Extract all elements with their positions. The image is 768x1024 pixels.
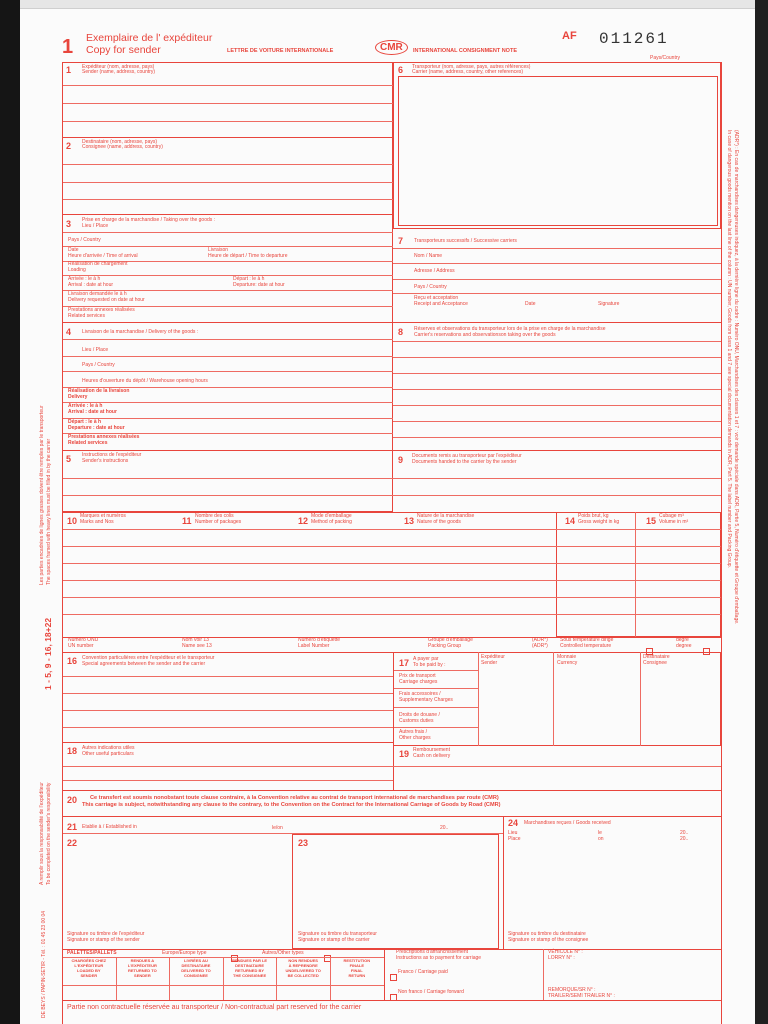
sender-label-en: Sender (name, address, country) [82, 69, 156, 75]
col-currency-fr: Monnaie [557, 654, 577, 660]
delivery-requested-en: Delivery requested on date at hour [68, 297, 145, 303]
volume-label-fr: Cubage m³ [659, 513, 684, 519]
sender-instructions-fr: Instructions de l'expéditeur [82, 452, 142, 458]
carrier-label-en: Carrier (name, address, country, other references) [412, 69, 524, 75]
volume-label-en: Volume in m³ [659, 519, 689, 525]
cmr-logo: CMR [375, 40, 408, 55]
charges-row-2-en: Supplementary Charges [399, 697, 453, 703]
background-strip [755, 0, 768, 1024]
delivery-arrival-fr: Arrivée : le à h [68, 403, 103, 409]
carriage-paid-label: Franco / Carriage paid [398, 969, 448, 975]
successive-carriers-label: Transporteurs successifs / Successive carriers [414, 238, 517, 244]
cmr-clause-en: This carriage is subject, notwithstanding any clause to the contrary, to the Convention on the Contract for the International Carriage of Goods by Road (CMR) [82, 802, 501, 808]
lorry-number-fr: VÉHICULE N° : [548, 949, 583, 955]
related-services-en: Related services [68, 313, 105, 319]
delivery-requested-fr: Livraison demandée le à h [68, 291, 127, 297]
margin-heavy-lines-en: The spaces framed with heavy lines must be filled in by the carrier [46, 438, 52, 585]
sender-label-fr: Expéditeur (nom, adresse, pays) [82, 64, 155, 70]
taking-over-label: Prise en charge de la marchandise / Taking over the goods : [82, 217, 216, 223]
established-in-label: Etablie à / Established in [82, 824, 137, 830]
received-le: le [598, 830, 602, 836]
box-22-number: 22 [67, 838, 78, 848]
box-6-number: 6 [398, 65, 404, 75]
delivery-realisation-en: Delivery [68, 394, 88, 400]
label-number-en: Label Number [298, 643, 330, 649]
payment-instructions-en: Instructions as to payment for carriage [396, 955, 482, 961]
charges-row-4-fr: Autres frais / [399, 729, 428, 735]
country-code-label: Pays/Country [650, 55, 681, 61]
packing-label-fr: Mode d'emballage [311, 513, 352, 519]
label-number-fr: Numéro d'étiquette [298, 637, 341, 643]
charges-row-2-fr: Frais accessoires / [399, 691, 441, 697]
arrival-time-label: Heure d'arrivée / Time of arrival [68, 253, 138, 259]
taking-over-place: Lieu / Place [82, 223, 109, 229]
col-consignee-fr: Destinataire [643, 654, 670, 660]
sender-signature-en: Signature or stamp of the sender [67, 937, 140, 943]
col-consignee-en: Consignee [643, 660, 667, 666]
special-agreements-fr: Convention particulières entre l'expéditeur et le transporteur [82, 655, 215, 661]
pallet-column-line: RENDUES PAR LE [232, 958, 268, 963]
pallet-column-line: RESTITUTION [343, 958, 371, 963]
pallet-column-line: LOADED BY [77, 968, 101, 973]
pallets-euro: Europe/Europe type [162, 950, 207, 956]
related-services-fr: Prestations annexes réalisées [68, 307, 135, 313]
established-year: 20.. [440, 825, 449, 831]
carrier-label-fr: Transporteur (nom, adresse, pays, autres références) [412, 64, 531, 70]
pallet-column-line: À REPRENDRE [288, 963, 318, 968]
box-17-number: 17 [399, 658, 410, 668]
col-sender-en: Sender [481, 660, 498, 666]
box-5-number: 5 [66, 454, 72, 464]
pallet-column [276, 958, 330, 978]
pallet-column [62, 958, 116, 978]
pallet-column-line: LIVRÉES AU [184, 958, 208, 963]
cash-on-delivery-en: Cash on delivery [413, 753, 451, 759]
box-20-number: 20 [67, 795, 78, 805]
margin-responsibility-en: To be completed on the sender's responsibility [46, 782, 52, 885]
successive-address: Adresse / Address [414, 268, 455, 274]
pallet-column-line: FINAL [350, 968, 363, 973]
packing-group-fr: Groupe d'emballage [428, 637, 473, 643]
carrier-signature-fr: Signature ou timbre du transporteur [298, 931, 377, 937]
weight-label-en: Gross weight in kg [578, 519, 620, 525]
title-en: INTERNATIONAL CONSIGNMENT NOTE [413, 48, 517, 54]
box-9-number: 9 [398, 455, 404, 465]
to-be-paid-fr: A payer par [413, 656, 439, 662]
un-number-fr: Numéro ONU [68, 637, 99, 643]
delivery-realisation-fr: Réalisation de la livraison [68, 388, 130, 394]
pallet-column-line: BE COLLECTED [287, 973, 319, 978]
delivery-services-en: Related services [68, 440, 108, 446]
box-21-number: 21 [67, 822, 78, 832]
pallet-column-line: DESTINATAIRE [181, 963, 211, 968]
lorry-number-en: LORRY N° : [548, 955, 575, 961]
marks-label-en: Marks and Nos [80, 519, 114, 525]
pallet-column-line: RETURNED BY [235, 968, 265, 973]
charges-row-1-en: Carriage charges [399, 679, 438, 685]
copy-number: 1 [62, 36, 74, 58]
pallet-column-line: L'EXPÉDITEUR [74, 963, 104, 968]
box-7-number: 7 [398, 236, 404, 246]
consignee-signature-en: Signature or stamp of the consignee [508, 937, 589, 943]
serial-number: 011261 [599, 30, 669, 48]
un-number-en: UN number [68, 643, 94, 649]
box-19-number: 19 [399, 749, 410, 759]
pallet-column-line: NON RENDUES [288, 958, 318, 963]
reservations-label-en: Carrier's reservations and observationson taking over the goods [414, 332, 556, 338]
sender-instructions-en: Sender's instructions [82, 458, 129, 464]
documents-label-en: Documents handed to the carrier by the sender [412, 459, 517, 465]
useful-particulars-en: Other useful particulars [82, 751, 134, 757]
nature-label-en: Nature of the goods [417, 519, 461, 525]
departure-time-label: Heure de départ / Time to departure [208, 253, 288, 259]
pallets-other: Autres/Other types [262, 950, 304, 956]
margin-printer-info: DE BEYS / PAPIN-SETIR - Tél. : 01 45 23 00 04 [41, 910, 47, 1018]
delivery-arrival-en: Arrival : date at hour [68, 409, 117, 415]
payment-instructions-fr: Prescriptions d'affranchissement [396, 949, 469, 955]
to-be-paid-en: To be paid by : [413, 662, 446, 668]
box-3-number: 3 [66, 219, 72, 229]
box-13-number: 13 [404, 516, 415, 526]
delivery-country: Pays / Country [82, 362, 115, 368]
pallet-column-line: RETURN [348, 973, 366, 978]
degree-fr: degré [676, 637, 689, 643]
documents-label-fr: Documents remis au transporteur par l'expéditeur [412, 453, 522, 459]
received-lieu: Lieu [508, 830, 518, 836]
special-agreements-en: Special agreements between the sender and the carrier [82, 661, 206, 667]
box-1-number: 1 [66, 65, 72, 75]
box-2-number: 2 [66, 141, 72, 151]
goods-table-frame[interactable] [556, 512, 721, 637]
load-arrival-en: Arrival : date at hour [68, 282, 114, 288]
pallet-column-line: SENDER [80, 973, 98, 978]
charges-row-4-en: Other charges [399, 735, 431, 741]
consignee-signature-fr: Signature ou timbre du destinataire [508, 931, 586, 937]
marks-label-fr: Marques et numéros [80, 513, 126, 519]
pallet-column-line: UNDELIVERED TO [285, 968, 321, 973]
col-sender-fr: Expéditeur [481, 654, 505, 660]
delivery-departure-fr: Départ : le à h [68, 419, 102, 425]
pallet-column-line: CHARGÉES CHEZ [71, 958, 107, 963]
box-11-number: 11 [182, 516, 192, 526]
name-see-fr: Nom voir 13 [182, 637, 209, 643]
receipt-label-en: Receipt and Acceptance [414, 301, 468, 307]
charges-row-3-en: Customs duties [399, 718, 434, 724]
copy-label-fr: Exemplaire de l' expéditeur [86, 32, 213, 44]
box-24-number: 24 [508, 818, 519, 828]
pallet-column-line: SENDER [134, 973, 151, 978]
received-place: Place [508, 836, 521, 842]
nature-label-fr: Nature de la marchandise [417, 513, 475, 519]
box-12-number: 12 [298, 516, 309, 526]
livraison-label: Livraison [208, 247, 229, 253]
loading-label-fr: Réalisation de chargement [68, 261, 128, 267]
sender-signature-fr: Signature ou timbre de l'expéditeur [67, 931, 145, 937]
load-departure-en: Departure: date at hour [233, 282, 285, 288]
box-23-number: 23 [298, 838, 309, 848]
successive-country: Pays / Country [414, 284, 447, 290]
taking-over-country: Pays / Country [68, 237, 101, 243]
established-on-label: le/on [272, 825, 283, 831]
adr-note-en: In case of dangerous goods mention on the last line of the column : UN number, Goods from class 1 and 7 see special documentation demands in ADR, Part 5. The label number and Packing Group. [726, 130, 732, 568]
pallets-title: PALETTES/PALLETS [67, 950, 117, 956]
carrier-signature-en: Signature or stamp of the carrier [298, 937, 370, 943]
receipt-signature: Signature [598, 301, 620, 307]
warehouse-hours: Heures d'ouverture du dépôt / Warehouse opening hours [82, 378, 208, 384]
weight-label-fr: Poids brut, kg [578, 513, 609, 519]
charges-row-1-fr: Prix de transport [399, 673, 436, 679]
name-see-en: Name see 13 [182, 643, 212, 649]
af-prefix: AF [562, 30, 577, 42]
consignee-label-en: Consignee (name, address, country) [82, 144, 163, 150]
load-departure-fr: Départ : le à h [233, 276, 265, 282]
paper-top-edge [20, 0, 755, 9]
received-year-2: 20.. [680, 836, 689, 842]
carriage-forward-label: Non franco / Carriage forward [398, 989, 464, 995]
charges-row-3-fr: Droits de douane / [399, 712, 440, 718]
delivery-services-fr: Prestations annexes réalisées [68, 434, 140, 440]
receipt-label-fr: Reçu et acceptation [414, 295, 459, 301]
copy-label-en: Copy for sender [86, 44, 161, 56]
pallet-column-line: FINALE [349, 963, 365, 968]
received-on: on [598, 836, 604, 842]
pallet-column-line: DELIVERED TO [181, 968, 211, 973]
box-15-number: 15 [646, 516, 657, 526]
box-8-number: 8 [398, 327, 404, 337]
degree-en: degree [676, 643, 692, 649]
pallet-column-line: DESTINATAIRE [235, 963, 265, 968]
margin-heavy-lines-fr: Les parties encadrées de lignes grasses doivent être remplies par le transporteur [39, 405, 45, 585]
controlled-temp-en: Controlled temperature [560, 643, 612, 649]
margin-case-numbers: 1 - 5, 9 - 16, 18+22 [43, 617, 53, 690]
margin-responsibility-fr: A remplir sous la responsabilité de l'expéditeur [39, 782, 45, 885]
packages-label-fr: Nombre des colis [195, 513, 234, 519]
pallet-column [330, 958, 384, 978]
trailer-number-en: TRAILER/SEMI TRAILER N° : [548, 993, 615, 999]
pallet-column-line: RETURNED TO [127, 968, 157, 973]
delivery-departure-en: Departure : date at hour [68, 425, 125, 431]
pallet-column [169, 958, 223, 978]
adr-mark-1: (ADR*) [532, 637, 548, 643]
cmr-clause-fr: Ce transfert est soumis nonobstant toute clause contraire, à la Convention relative au contrat de transport international de marchandises par route (CMR) [90, 795, 499, 801]
delivery-goods-label: Livraison de la marchandise / Delivery of the goods : [82, 329, 199, 335]
title-fr: LETTRE DE VOITURE INTERNATIONALE [227, 48, 334, 54]
box-18-number: 18 [67, 746, 78, 756]
pallet-column [116, 958, 170, 978]
box-10-number: 10 [67, 516, 78, 526]
pallet-column-line: CONSIGNEE [183, 973, 208, 978]
trailer-number-fr: REMORQUE/SR N° : [548, 987, 596, 993]
loading-label-en: Loading [68, 267, 86, 273]
pallet-column-line: THE CONSIGNEE [233, 973, 267, 978]
box-16-number: 16 [67, 656, 78, 666]
successive-name: Nom / Name [414, 253, 443, 259]
received-year-1: 20.. [680, 830, 689, 836]
adr-note-fr: (ADR*) : En cas de marchandises dangereuses indiquez, à la dernière ligne du cadre : Numéro ONU, Marchandises des classes 1 et 7 : voir demande spéciale dans ADR, Partie 5, Numéro d'étiquette et Groupe d'emballage. [733, 130, 739, 625]
packages-label-en: Number of packages [195, 519, 242, 525]
receipt-date: Date [525, 301, 536, 307]
pallet-column-line: RENDUES A [130, 958, 155, 963]
reservations-label-fr: Réserves et observations du transporteur lors de la prise en charge de la marchandise [414, 326, 606, 332]
carrier-inner-frame [398, 76, 718, 226]
col-currency-en: Currency [557, 660, 578, 666]
delivery-place: Lieu / Place [82, 347, 109, 353]
non-contractual-footer: Partie non contractuelle réservée au transporteur / Non-contractual part reserved for the carrier [67, 1004, 362, 1011]
adr-mark-2: (ADR*) [532, 643, 548, 649]
packing-label-en: Method of packing [311, 519, 352, 525]
load-arrival-fr: Arrivée : le à h [68, 276, 101, 282]
date-label: Date [68, 247, 79, 253]
consignee-label-fr: Destinataire (nom, adresse, pays) [82, 139, 158, 145]
controlled-temp-fr: Sous température dirigé [560, 637, 614, 643]
cash-on-delivery-fr: Remboursement [413, 747, 450, 753]
useful-particulars-fr: Autres indications utiles [82, 745, 135, 751]
packing-group-en: Packing Group [428, 643, 462, 649]
pallet-column-line: L'EXPÉDITEUR [127, 963, 157, 968]
goods-received-label: Marchandises reçues / Goods received [524, 820, 611, 826]
box-14-number: 14 [565, 516, 576, 526]
pallet-column [223, 958, 277, 978]
box-4-number: 4 [66, 327, 72, 337]
